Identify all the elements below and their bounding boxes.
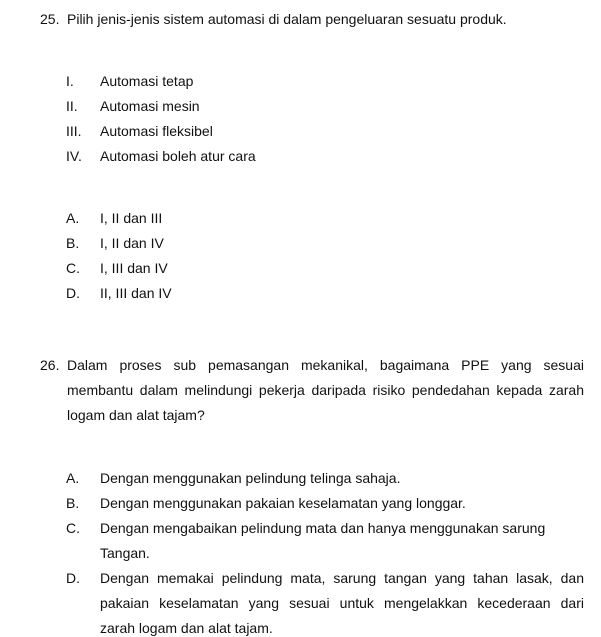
option-text: zarah logam dan alat tajam. <box>100 620 273 636</box>
question-text-line: Dalam proses sub pemasangan mekanikal, bagaimana PPE yang sesuai <box>67 357 584 373</box>
option-text: Dengan menggunakan pakaian keselamatan yang longgar. <box>100 495 466 511</box>
option-label: B. <box>66 495 80 511</box>
option-label: D. <box>66 285 80 301</box>
statement-label: I. <box>66 73 74 89</box>
question-number: 26. <box>40 357 60 373</box>
option-text: pakaian keselamatan yang sesuai untuk mengelakkan kecederaan dari <box>100 595 584 611</box>
option-text: I, II dan III <box>100 210 163 226</box>
option-text: Dengan memakai pelindung mata, sarung tangan yang tahan lasak, dan <box>100 570 584 586</box>
option-label: C. <box>66 260 80 276</box>
question-text-line: membantu dalam melindungi pekerja daripada risiko pendedahan kepada zarah <box>67 382 584 398</box>
statement-text: Automasi boleh atur cara <box>100 148 256 164</box>
question-text-line: logam dan alat tajam? <box>67 407 205 423</box>
question-number: 25. <box>40 11 60 27</box>
option-label: B. <box>66 235 80 251</box>
option-text: I, III dan IV <box>100 260 168 276</box>
option-text: Dengan mengabaikan pelindung mata dan hanya menggunakan sarung <box>100 520 546 536</box>
option-label: C. <box>66 520 80 536</box>
option-text: II, III dan IV <box>100 285 172 301</box>
option-text: I, II dan IV <box>100 235 164 251</box>
option-text: Tangan. <box>100 545 150 561</box>
statement-label: IV. <box>66 148 82 164</box>
statement-label: II. <box>66 98 78 114</box>
option-label: A. <box>66 470 80 486</box>
statement-text: Automasi mesin <box>100 98 200 114</box>
statement-label: III. <box>66 123 82 139</box>
option-label: D. <box>66 570 80 586</box>
statement-text: Automasi fleksibel <box>100 123 213 139</box>
question-text: Pilih jenis-jenis sistem automasi di dalam pengeluaran sesuatu produk. <box>67 11 507 27</box>
option-label: A. <box>66 210 80 226</box>
statement-text: Automasi tetap <box>100 73 194 89</box>
option-text: Dengan menggunakan pelindung telinga sahaja. <box>100 470 401 486</box>
